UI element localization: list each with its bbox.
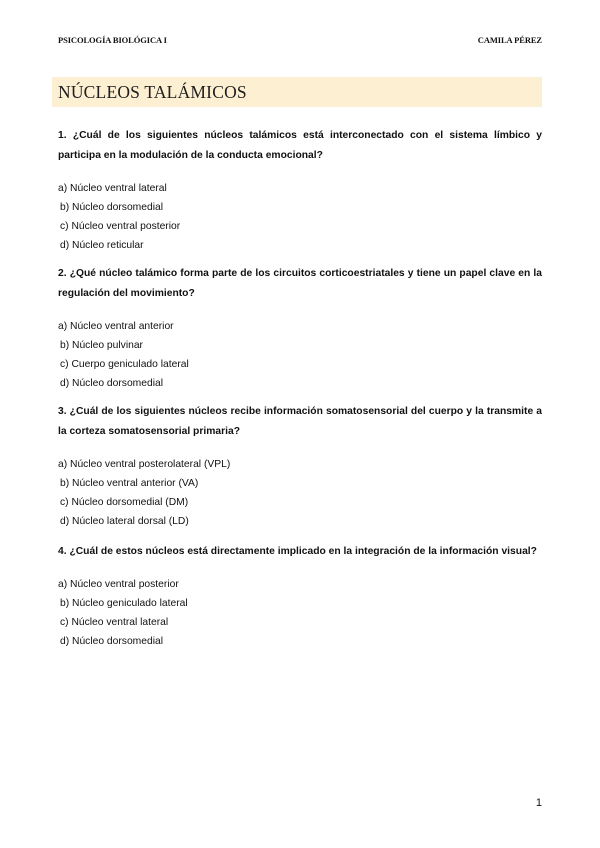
- question-text: 1. ¿Cuál de los siguientes núcleos talámicos está interconectado con el sistema límbico y participa en la modulación de la conducta emocional?: [58, 130, 542, 161]
- question-2: [58, 264, 542, 393]
- author-name: CAMILA PÉREZ: [477, 35, 542, 45]
- option-d: d) Núcleo reticular: [60, 240, 144, 251]
- section-title-banner: [52, 77, 542, 107]
- question-1: [58, 126, 542, 255]
- question-text: 3. ¿Cuál de los siguientes núcleos recibe información somatosensorial del cuerpo y la transmite a la corteza somatosensorial primaria?: [58, 406, 542, 437]
- option-list: [58, 575, 542, 651]
- option-d: d) Núcleo dorsomedial: [60, 636, 164, 647]
- option-c: c) Cuerpo geniculado lateral: [60, 359, 189, 370]
- option-c: c) Núcleo ventral posterior: [60, 221, 181, 232]
- question-4: [58, 542, 542, 651]
- course-name: PSICOLOGÍA BIOLÓGICA I: [58, 35, 167, 45]
- page-number: 1: [535, 797, 542, 809]
- option-d: d) Núcleo dorsomedial: [60, 378, 164, 389]
- option-a: a) Núcleo ventral posterior: [58, 579, 179, 590]
- option-list: [58, 455, 542, 531]
- option-b: b) Núcleo dorsomedial: [60, 202, 164, 213]
- question-text: 2. ¿Qué núcleo talámico forma parte de los circuitos corticoestriatales y tiene un papel clave en la regulación del movimiento?: [58, 268, 542, 299]
- option-a: a) Núcleo ventral lateral: [58, 183, 167, 194]
- option-b: b) Núcleo ventral anterior (VA): [60, 478, 199, 489]
- option-list: [58, 179, 542, 255]
- option-d: d) Núcleo lateral dorsal (LD): [60, 516, 189, 527]
- option-c: c) Núcleo dorsomedial (DM): [60, 497, 189, 508]
- question-text: 4. ¿Cuál de estos núcleos está directamente implicado en la integración de la información visual?: [58, 546, 537, 557]
- option-a: a) Núcleo ventral posterolateral (VPL): [58, 459, 231, 470]
- option-b: b) Núcleo geniculado lateral: [60, 598, 188, 609]
- option-a: a) Núcleo ventral anterior: [58, 321, 174, 332]
- section-title: NÚCLEOS TALÁMICOS: [58, 82, 247, 102]
- option-b: b) Núcleo pulvinar: [60, 340, 143, 351]
- option-c: c) Núcleo ventral lateral: [60, 617, 169, 628]
- page-header: [58, 35, 542, 49]
- question-3: [58, 402, 542, 531]
- option-list: [58, 317, 542, 393]
